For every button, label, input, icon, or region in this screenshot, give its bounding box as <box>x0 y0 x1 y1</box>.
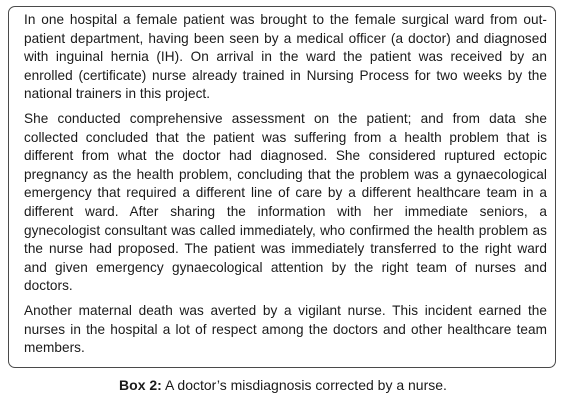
caption-text: A doctor’s misdiagnosis corrected by a nurse. <box>164 377 447 393</box>
caption-label: Box 2: <box>119 377 162 393</box>
box-caption <box>0 376 566 394</box>
box-paragraph-3: Another maternal death was averted by a vigilant nurse. This incident earned the nurses in the hospital a lot of respect among the doctors and other healthcare team members. <box>24 302 547 356</box>
text-box <box>8 6 556 368</box>
box-paragraph-1: In one hospital a female patient was brought to the female surgical ward from out-patient department, having been seen by a medical officer (a doctor) and diagnosed with inguinal hernia (IH). On arrival in the ward the patient was received by an enrolled (certificate) nurse already trained in Nursing Process for two weeks by the national trainers in this project. <box>24 12 547 102</box>
box-paragraph-2: She conducted comprehensive assessment on the patient; and from data she collected concluded that the patient was suffering from a health problem that is different from what the doctor had diagnosed. She considered ruptured ectopic pregnancy as the health problem, concluding that the problem was a gynaecological emergency that required a different line of care by a different healthcare team in a different ward. After sharing the information with her immediate seniors, a gynecologist consultant was called immediately, who confirmed the health problem as the nurse had proposed. The patient was immediately transferred to the right ward and given emergency gynaecological attention by the right team of nurses and doctors. <box>24 110 547 294</box>
